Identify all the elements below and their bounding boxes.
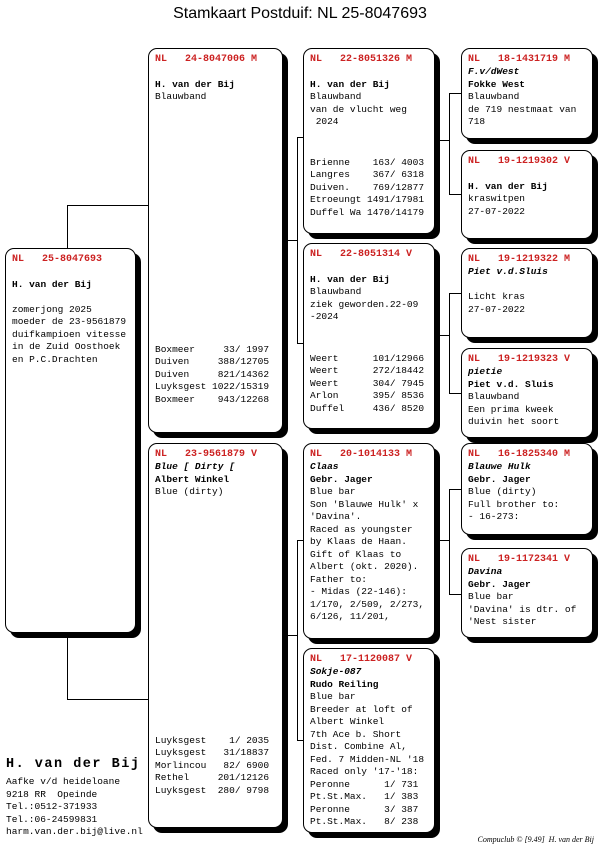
box-text-line: Blue bar: [310, 486, 356, 497]
box-text-line: 'Nest sister: [468, 616, 537, 627]
pedigree-box-ggp-2: [461, 150, 593, 239]
result-line: Langres 367/ 6318: [310, 169, 425, 180]
box-text-line: kraswitpen: [468, 193, 526, 204]
box-text-line: en P.C.Drachten: [12, 353, 98, 365]
ring-number: NL 20-1014133 M: [310, 449, 413, 460]
box-text-line: [155, 66, 277, 79]
box-text-line: Blauwband: [310, 91, 362, 102]
box-text-line: 2024: [310, 116, 339, 127]
result-line: Weert 304/ 7945: [310, 377, 425, 389]
box-text-line: Een prima kweek: [468, 403, 554, 415]
box-text-line: Gebr. Jager: [310, 473, 373, 485]
box-text-line: Albert (okt. 2020).: [310, 561, 419, 572]
box-text-line: H. van der Bij: [310, 78, 390, 90]
box-details: [310, 666, 429, 829]
owner-name: H. van der Bij: [6, 757, 141, 772]
box-text-line: pietie: [468, 366, 503, 377]
box-details: [468, 366, 587, 429]
result-line: Etroeungt 1491/17981: [310, 194, 425, 205]
pedigree-box-ggp-6: [461, 548, 593, 638]
box-text-line: Dist. Combine Al,: [310, 741, 407, 752]
pedigree-box-subject: [5, 248, 136, 633]
result-line: Brienne 163/ 4003: [310, 156, 425, 168]
connector-line: [283, 240, 297, 241]
box-text-line: moeder de 23-9561879: [12, 316, 127, 327]
ring-number: NL 19-1219322 M: [468, 254, 571, 265]
connector-line: [449, 293, 461, 294]
box-text-line: [310, 261, 429, 274]
connector-line: [449, 93, 450, 194]
box-details: [12, 266, 130, 366]
ring-number: NL 23-9561879 V: [155, 449, 258, 460]
connector-line: [449, 194, 461, 195]
box-text-line: Licht kras: [468, 291, 526, 302]
box-text-line: Raced as youngster: [310, 523, 413, 535]
box-text-line: 'Davina'.: [310, 511, 362, 522]
pedigree-box-ggp-4: [461, 348, 593, 438]
box-text-line: Blauwband: [468, 91, 520, 102]
pedigree-box-father: [148, 48, 283, 433]
box-text-line: Piet v.d.Sluis: [468, 266, 548, 277]
box-text-line: Blauwband: [155, 91, 207, 102]
ring-number: NL 22-8051326 M: [310, 54, 413, 65]
box-text-line: [12, 266, 130, 279]
pedigree-box-ggp-3: [461, 248, 593, 338]
box-text-line: Rudo Reiling: [310, 678, 379, 690]
pedigree-box-grandsire-maternal: [303, 443, 435, 639]
connector-line: [283, 635, 297, 636]
race-results: [155, 344, 278, 407]
box-text-line: 27-07-2022: [468, 205, 526, 217]
box-text-line: -2024: [310, 311, 339, 322]
box-text-line: H. van der Bij: [155, 78, 235, 90]
result-line: Arlon 395/ 8536: [310, 390, 425, 401]
box-text-line: zomerjong 2025: [12, 303, 92, 315]
ring-number: NL 19-1172341 V: [468, 554, 571, 565]
result-line: Tel.:06-24599831: [6, 813, 98, 825]
box-text-line: Full brother to:: [468, 498, 560, 510]
box-text-line: Gebr. Jager: [468, 578, 531, 590]
box-text-line: Raced only '17-'18:: [310, 766, 419, 777]
box-text-line: Piet v.d. Sluis: [468, 378, 554, 390]
ring-number: NL 22-8051314 V: [310, 249, 413, 260]
connector-line: [449, 293, 450, 393]
result-line: Luyksgest 31/18837: [155, 747, 270, 758]
box-text-line: Peronne 3/ 387: [310, 803, 419, 815]
box-text-line: Pt.St.Max. 1/ 383: [310, 791, 419, 802]
pedigree-box-granddam-maternal: [303, 648, 435, 833]
box-details: [468, 266, 587, 316]
connector-line: [435, 540, 449, 541]
box-text-line: H. van der Bij: [310, 273, 390, 285]
pedigree-box-grandsire-paternal: [303, 48, 435, 234]
owner-address: [6, 776, 143, 839]
connector-line: [67, 633, 68, 700]
ring-number: NL 16-1825340 M: [468, 449, 571, 460]
box-text-line: 6/126, 11/201,: [310, 611, 390, 622]
box-details: [310, 66, 429, 129]
box-text-line: Pt.St.Max. 8/ 238: [310, 816, 419, 827]
connector-line: [449, 594, 461, 595]
box-text-line: Blue bar: [468, 591, 514, 602]
result-line: Aafke v/d heideloane: [6, 776, 121, 787]
connector-line: [67, 699, 148, 700]
box-text-line: Fed. 7 Midden-NL '18: [310, 753, 425, 765]
box-text-line: Blue (dirty): [468, 486, 537, 497]
box-text-line: Peronne 1/ 731: [310, 778, 419, 790]
result-line: 9218 RR Opeinde: [6, 788, 98, 800]
box-details: [468, 66, 587, 129]
box-text-line: Breeder at loft of: [310, 703, 413, 715]
box-text-line: Fokke West: [468, 78, 526, 90]
result-line: Duiven 821/14362: [155, 368, 270, 380]
box-text-line: Blue [ Dirty [: [155, 461, 235, 472]
pedigree-box-mother: [148, 443, 283, 828]
connector-line: [449, 393, 461, 394]
pedigree-box-ggp-1: [461, 48, 593, 139]
box-text-line: [12, 291, 130, 304]
box-text-line: Blauwband: [468, 391, 520, 402]
box-text-line: Sokje-087: [310, 666, 362, 677]
result-line: Duiven. 769/12877: [310, 181, 425, 193]
box-details: [155, 66, 277, 104]
connector-line: [297, 137, 298, 343]
race-results: [310, 353, 430, 416]
box-text-line: 27-07-2022: [468, 303, 526, 315]
result-line: Duffel 436/ 8520: [310, 402, 425, 414]
connector-line: [449, 489, 461, 490]
race-results: [310, 157, 430, 220]
box-text-line: duifkampioen vitesse: [12, 328, 127, 340]
footer-credit: Compuclub © [9.49] H. van der Bij: [477, 835, 594, 844]
result-line: Morlincou 82/ 6900: [155, 759, 270, 771]
box-text-line: Gebr. Jager: [468, 473, 531, 485]
box-text-line: van de vlucht weg: [310, 103, 407, 115]
box-details: [155, 461, 277, 499]
box-text-line: Albert Winkel: [155, 473, 230, 485]
race-results: [155, 735, 278, 798]
box-text-line: Blauwe Hulk: [468, 461, 531, 472]
ring-number: NL 24-8047006 M: [155, 54, 258, 65]
box-text-line: 1/170, 2/509, 2/273,: [310, 598, 425, 610]
box-text-line: Father to:: [310, 573, 368, 585]
result-line: harm.van.der.bij@live.nl: [6, 826, 143, 837]
result-line: Luyksgest 1/ 2035: [155, 734, 270, 746]
box-text-line: de 719 nestmaat van: [468, 103, 577, 115]
pedigree-box-ggp-5: [461, 443, 593, 535]
result-line: Boxmeer 33/ 1997: [155, 343, 270, 355]
connector-line: [435, 335, 449, 336]
pedigree-box-granddam-paternal: [303, 243, 435, 429]
box-details: [310, 261, 429, 324]
connector-line: [297, 540, 298, 740]
box-text-line: Blauwband: [310, 286, 362, 297]
result-line: Weert 272/18442: [310, 365, 425, 376]
result-line: Duffel Wa 1470/14179: [310, 206, 425, 218]
box-text-line: Albert Winkel: [310, 716, 385, 727]
connector-line: [67, 205, 148, 206]
ring-number: NL 18-1431719 M: [468, 54, 571, 65]
box-text-line: Davina: [468, 566, 503, 577]
result-line: Luyksgest 280/ 9798: [155, 784, 270, 796]
result-line: Luyksgest 1022/15319: [155, 381, 270, 392]
box-text-line: in de Zuid Oosthoek: [12, 341, 121, 352]
result-line: Boxmeer 943/12268: [155, 393, 270, 405]
box-text-line: Son 'Blauwe Hulk' x: [310, 498, 419, 510]
box-details: [468, 461, 587, 524]
box-text-line: Gift of Klaas to: [310, 548, 402, 560]
box-text-line: H. van der Bij: [468, 180, 548, 192]
result-line: Weert 101/12966: [310, 352, 425, 364]
box-text-line: F.v/dWest: [468, 66, 520, 77]
box-text-line: 'Davina' is dtr. of: [468, 603, 577, 615]
box-text-line: - Midas (22-146):: [310, 586, 407, 597]
result-line: Tel.:0512-371933: [6, 801, 98, 812]
box-text-line: [310, 66, 429, 79]
box-details: [468, 168, 587, 218]
ring-number: NL 17-1120087 V: [310, 654, 413, 665]
box-text-line: by Klaas de Haan.: [310, 536, 407, 547]
connector-line: [67, 205, 68, 248]
box-text-line: Blue (dirty): [155, 486, 224, 497]
box-text-line: ziek geworden.22-09: [310, 298, 419, 310]
result-line: Rethel 201/12126: [155, 772, 270, 783]
box-text-line: [468, 168, 587, 181]
box-text-line: Blue bar: [310, 691, 356, 702]
box-text-line: duivin het soort: [468, 416, 560, 427]
box-text-line: 718: [468, 116, 486, 127]
box-details: [310, 461, 429, 624]
ring-number: NL 19-1219302 V: [468, 156, 571, 167]
owner-block: [6, 757, 143, 839]
box-text-line: H. van der Bij: [12, 278, 92, 290]
box-text-line: [468, 279, 587, 292]
box-text-line: 7th Ace b. Short: [310, 728, 402, 740]
connector-line: [449, 489, 450, 594]
ring-number: NL 25-8047693: [12, 254, 103, 265]
connector-line: [435, 140, 449, 141]
box-details: [468, 566, 587, 629]
ring-number: NL 19-1219323 V: [468, 354, 571, 365]
result-line: Duiven 388/12705: [155, 356, 270, 367]
page-title: Stamkaart Postduif: NL 25-8047693: [173, 5, 427, 22]
connector-line: [449, 93, 461, 94]
box-text-line: Claas: [310, 461, 339, 472]
box-text-line: - 16-273:: [468, 511, 520, 522]
